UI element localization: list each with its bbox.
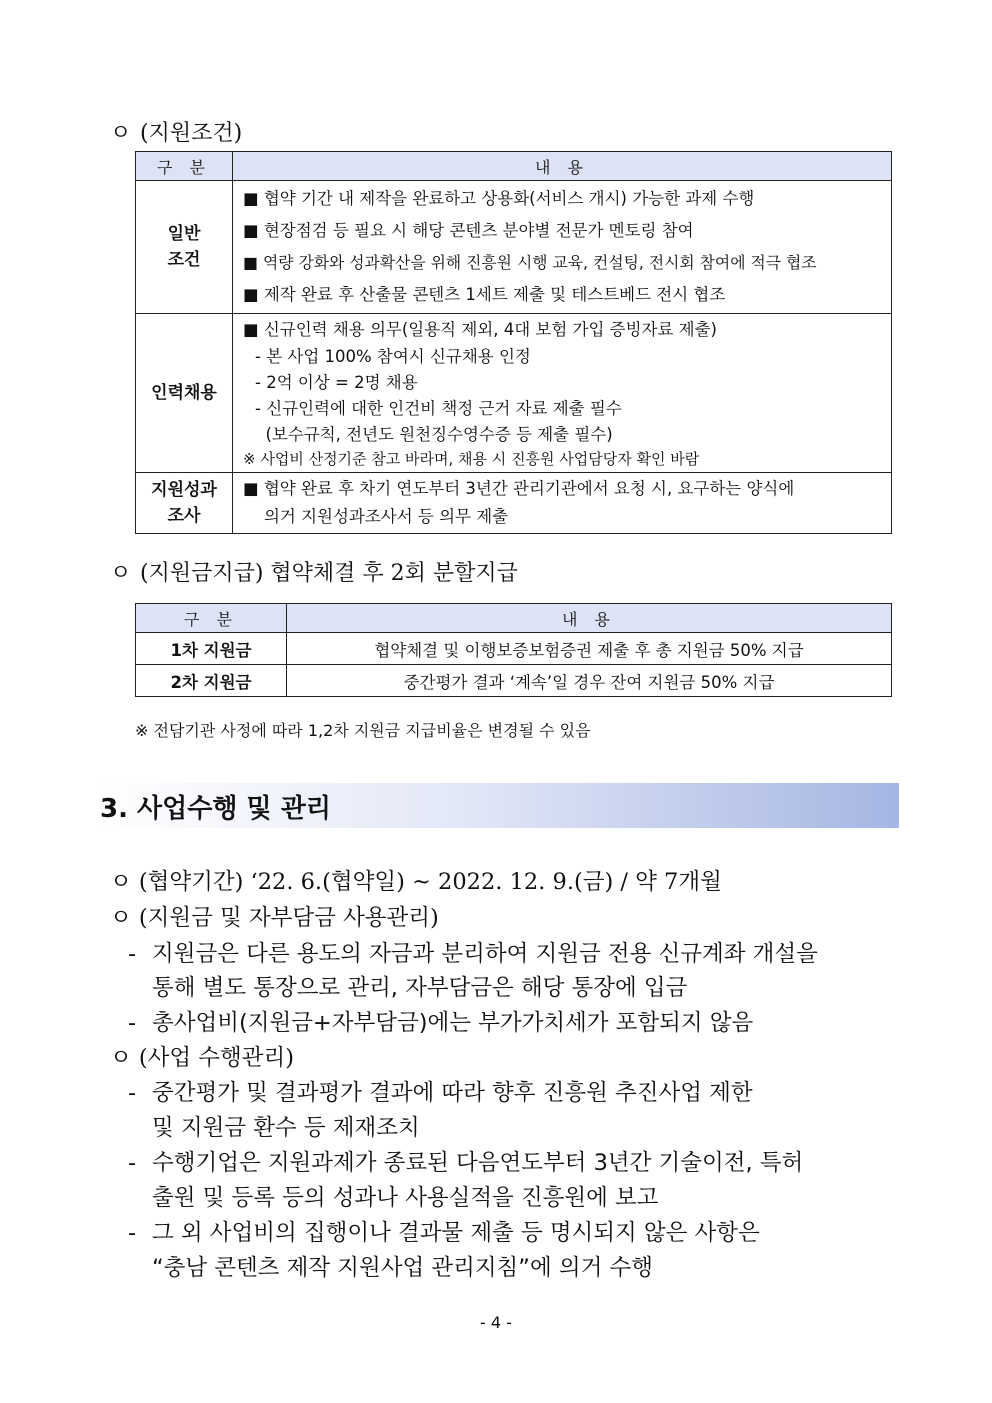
dash-bullet: - xyxy=(128,1010,137,1036)
heading-text: (지원금지급) 협약체결 후 2회 분할지급 xyxy=(140,561,518,586)
section-heading-support-conditions xyxy=(110,116,242,147)
label-line: 일반 xyxy=(167,224,201,244)
execution-management-heading: ㅇ (사업 수행관리) xyxy=(110,1045,295,1071)
label-line: 조건 xyxy=(167,250,201,270)
table-row xyxy=(136,473,892,534)
body-paragraph-line xyxy=(128,936,818,968)
fund-management-heading: ㅇ (지원금 및 자부담금 사용관리) xyxy=(110,905,439,931)
row-label-survey xyxy=(136,473,233,534)
row-content-general xyxy=(233,181,892,314)
list-item: ■ 제작 완료 후 산출물 콘텐츠 1세트 제출 및 테스트베드 전시 협조 xyxy=(243,285,726,304)
sub-item: (보수규칙, 전년도 원천징수영수증 등 제출 필수) xyxy=(255,425,613,444)
table-row xyxy=(136,665,892,697)
dash-bullet: - xyxy=(128,1150,137,1176)
header-category: 구 분 xyxy=(136,604,287,633)
list-item: ■ 현장점검 등 필요 시 해당 콘텐츠 분야별 전문가 멘토링 참여 xyxy=(243,221,694,240)
body-paragraph-line: 출원 및 등록 등의 성과나 사용실적을 진흥원에 보고 xyxy=(152,1185,659,1211)
header-category: 구 분 xyxy=(136,152,233,181)
row-label-general xyxy=(136,181,233,314)
list-item: ■ 협약 완료 후 차기 연도부터 3년간 관리기관에서 요청 시, 요구하는 양식에 xyxy=(243,479,795,498)
line-text: 지원금은 다른 용도의 자금과 분리하여 지원금 전용 신규계좌 개설을 xyxy=(152,941,818,967)
payment-table xyxy=(135,603,892,697)
heading-text: (지원조건) xyxy=(140,121,243,146)
payment-note: ※ 전담기관 사정에 따라 1,2차 지원금 지급비율은 변경될 수 있음 xyxy=(135,721,591,740)
row-label-hiring xyxy=(136,314,233,473)
body-paragraph-line: “충남 콘텐츠 제작 지원사업 관리지침”에 의거 수행 xyxy=(152,1255,653,1281)
body-paragraph-line xyxy=(128,1215,760,1247)
sub-item: - 본 사업 100% 참여시 신규채용 인정 xyxy=(255,347,531,366)
row-content-hiring xyxy=(233,314,892,473)
section-title: 3. 사업수행 및 관리 xyxy=(100,794,331,824)
page-number: - 4 - xyxy=(480,1313,512,1332)
dash-bullet: - xyxy=(128,1220,137,1246)
label-line: 지원성과 xyxy=(151,480,217,500)
table-row xyxy=(136,633,892,665)
body-paragraph-line xyxy=(128,1005,753,1037)
row-label: 2차 지원금 xyxy=(136,665,287,697)
sub-item: - 신규인력에 대한 인건비 책정 근거 자료 제출 필수 xyxy=(255,399,622,418)
contract-period-line: ㅇ (협약기간) ‘22. 6.(협약일) ~ 2022. 12. 9.(금) / 약 7개월 xyxy=(110,869,722,895)
table-row xyxy=(136,314,892,473)
circle-bullet-icon: ㅇ xyxy=(110,121,132,146)
line-text: 중간평가 및 결과평가 결과에 따라 향후 진흥원 추진사업 제한 xyxy=(152,1080,753,1106)
label-line: 인력채용 xyxy=(151,383,217,403)
table-row xyxy=(136,181,892,314)
body-paragraph-line xyxy=(128,1075,753,1107)
row-content: 협약체결 및 이행보증보험증권 제출 후 총 지원금 50% 지급 xyxy=(287,633,892,665)
circle-bullet-icon: ㅇ xyxy=(110,561,132,586)
table-header-row xyxy=(136,152,892,181)
line-text: 그 외 사업비의 집행이나 결과물 제출 등 명시되지 않은 사항은 xyxy=(152,1220,760,1246)
header-content: 내 용 xyxy=(233,152,892,181)
body-paragraph-line xyxy=(128,1145,803,1177)
row-content: 중간평가 결과 ‘계속’일 경우 잔여 지원금 50% 지급 xyxy=(287,665,892,697)
dash-bullet: - xyxy=(128,1080,137,1106)
list-item: ■ 역량 강화와 성과확산을 위해 진흥원 시행 교육, 컨설팅, 전시회 참여에 적극 협조 xyxy=(243,253,817,272)
row-content-survey xyxy=(233,473,892,534)
sub-item: - 2억 이상 = 2명 채용 xyxy=(255,373,418,392)
section-heading-payment xyxy=(110,556,518,587)
support-conditions-table xyxy=(135,151,892,534)
hiring-note: ※ 사업비 산정기준 참고 바라며, 채용 시 진흥원 사업담당자 확인 바람 xyxy=(243,450,700,468)
body-paragraph-line: 통해 별도 통장으로 관리, 자부담금은 해당 통장에 입금 xyxy=(152,975,688,1001)
list-item: ■ 협약 기간 내 제작을 완료하고 상용화(서비스 개시) 가능한 과제 수행 xyxy=(243,189,755,208)
list-item: 의거 지원성과조사서 등 의무 제출 xyxy=(243,507,509,526)
line-text: 수행기업은 지원과제가 종료된 다음연도부터 3년간 기술이전, 특허 xyxy=(152,1150,804,1176)
dash-bullet: - xyxy=(128,941,137,967)
table-header-row xyxy=(136,604,892,633)
list-item: ■ 신규인력 채용 의무(일용직 제외, 4대 보험 가입 증빙자료 제출) xyxy=(243,320,717,339)
line-text: 총사업비(지원금+자부담금)에는 부가가치세가 포함되지 않음 xyxy=(152,1010,754,1036)
header-content: 내 용 xyxy=(287,604,892,633)
label-line: 조사 xyxy=(167,506,201,526)
body-paragraph-line: 및 지원금 환수 등 제재조치 xyxy=(152,1115,420,1141)
row-label: 1차 지원금 xyxy=(136,633,287,665)
